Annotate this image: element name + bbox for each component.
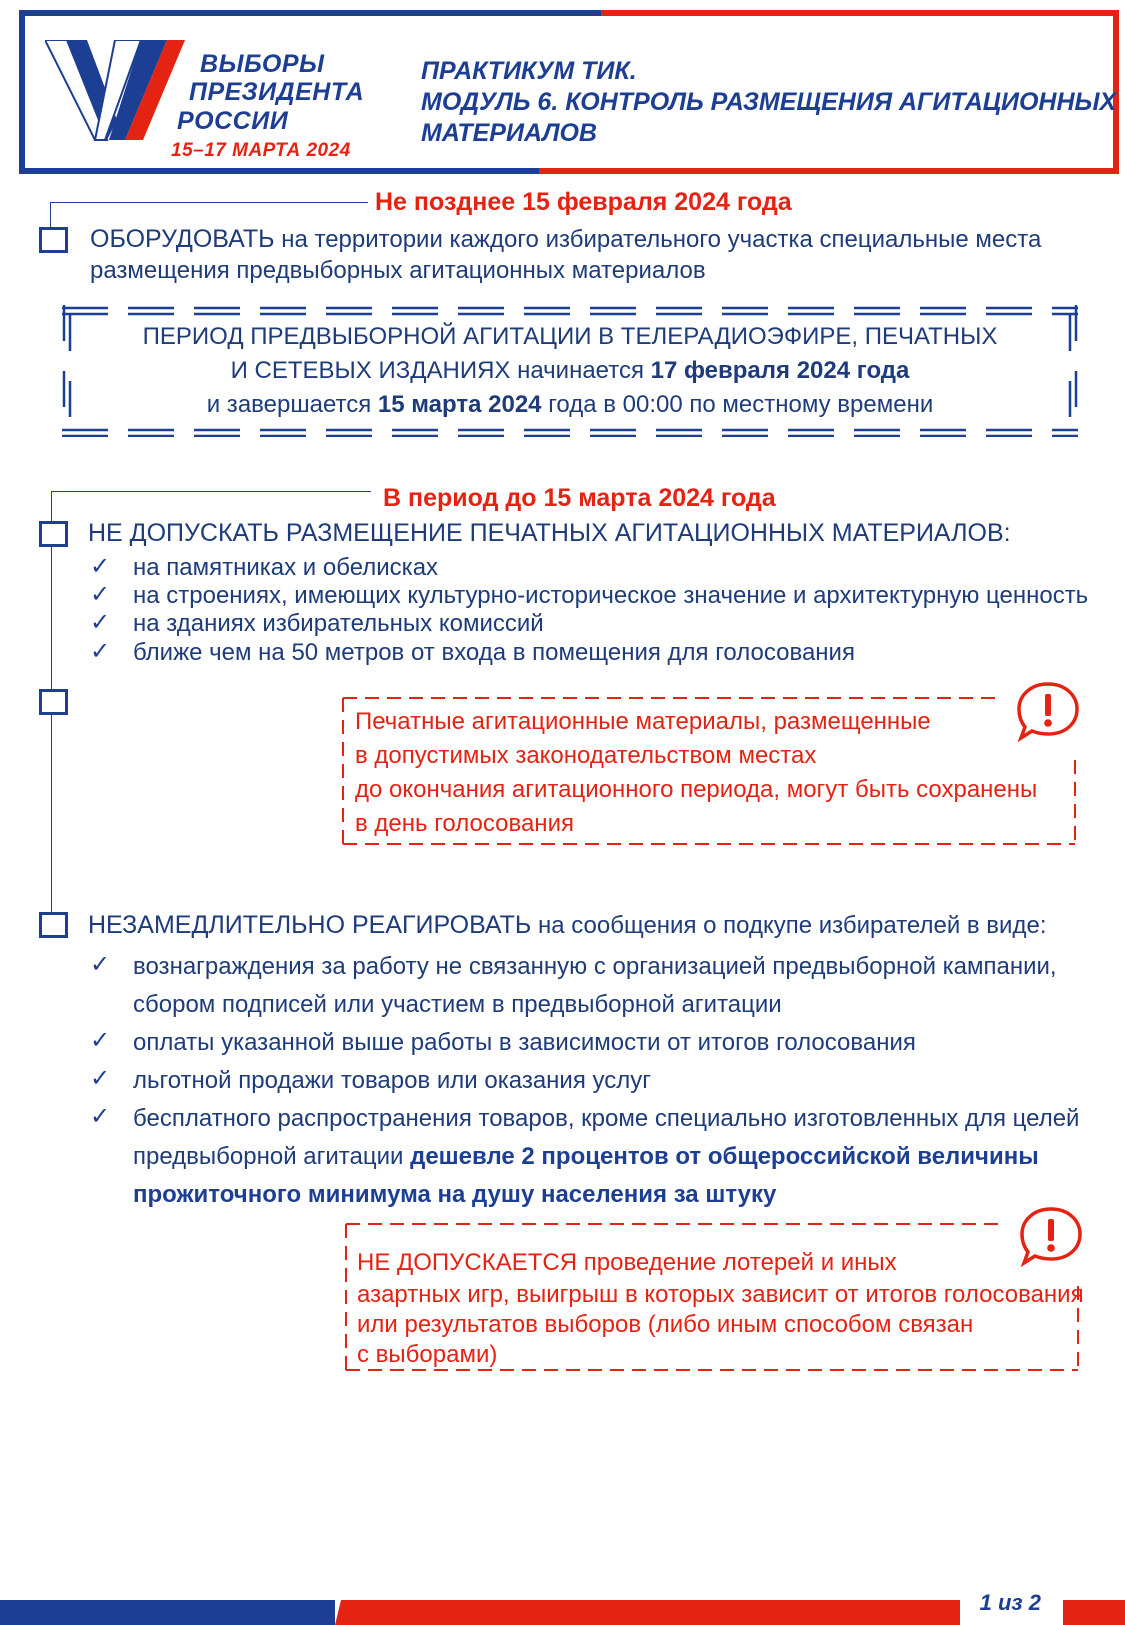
section1-item-caps: ОБОРУДОВАТЬ	[90, 225, 275, 253]
period-line3-start: и завершается	[206, 391, 378, 418]
section2-bullet-3: на зданиях избирательных комиссий	[133, 610, 544, 637]
header-title-line1: ПРАКТИКУМ ТИК.	[421, 57, 637, 85]
check-icon: ✓	[90, 1026, 111, 1054]
check-icon: ✓	[90, 1064, 111, 1092]
note2-line1-rest: проведение лотерей и иных	[577, 1249, 897, 1276]
header	[19, 10, 1119, 174]
section2-deadline: В период до 15 марта 2024 года	[383, 484, 776, 512]
footer-bar-red	[335, 1600, 960, 1625]
section2-checkbox-2[interactable]	[39, 689, 68, 715]
check-icon: ✓	[90, 552, 111, 580]
check-icon: ✓	[90, 637, 111, 665]
section2-checkbox[interactable]	[39, 521, 68, 547]
section1-deadline: Не позднее 15 февраля 2024 года	[375, 188, 792, 216]
note1-line2: в допустимых законодательством местах	[355, 742, 817, 769]
header-title-line3: МАТЕРИАЛОВ	[421, 119, 597, 147]
check-icon: ✓	[90, 1102, 111, 1130]
section2-bullet-4: ближе чем на 50 метров от входа в помещения для голосования	[133, 639, 855, 666]
note2-line3: или результатов выборов (либо иным способом связан	[357, 1311, 974, 1338]
section2-heading: НЕ ДОПУСКАТЬ РАЗМЕЩЕНИЕ ПЕЧАТНЫХ АГИТАЦИОННЫХ МАТЕРИАЛОВ:	[88, 519, 1011, 547]
check-icon: ✓	[90, 950, 111, 978]
section1-checkbox[interactable]	[39, 227, 68, 253]
section1-item-line1	[90, 224, 1041, 255]
section3-bullet-2: оплаты указанной выше работы в зависимости от итогов голосования	[133, 1029, 916, 1056]
section2-bullet-2: на строениях, имеющих культурно-историческое значение и архитектурную ценность	[133, 582, 1089, 609]
period-line3-end: года в 00:00 по местному времени	[541, 391, 934, 418]
section1-connector	[50, 202, 368, 203]
note2-caps: НЕ ДОПУСКАЕТСЯ	[357, 1249, 578, 1276]
section3-bullet-4-line3: прожиточного минимума на душу населения за штуку	[133, 1181, 777, 1208]
check-icon: ✓	[90, 580, 111, 608]
period-line2-caps: И СЕТЕВЫХ ИЗДАНИЯХ	[230, 357, 511, 384]
section3-bullet-4-line2	[133, 1143, 1039, 1171]
exclamation-bubble-icon	[1018, 1205, 1084, 1267]
elections-logo-mark	[45, 40, 185, 150]
period-line2	[62, 357, 1078, 385]
section3-heading	[88, 910, 1046, 941]
logo-text-line2: ПРЕЗИДЕНТА	[189, 78, 365, 106]
period-end-date: 15 марта 2024	[377, 391, 542, 418]
note2-line1	[357, 1248, 897, 1278]
section2-bullet-1: на памятниках и обелисках	[133, 554, 439, 581]
footer-bar-blue	[0, 1600, 335, 1625]
section3-bullet-3: льготной продажи товаров или оказания услуг	[133, 1067, 651, 1094]
note1-line1: Печатные агитационные материалы, размещенные	[355, 708, 931, 735]
logo-text-line3: РОССИИ	[177, 107, 289, 135]
header-frame-red-top	[601, 10, 1119, 16]
section3-bullet-4-line1: бесплатного распространения товаров, кроме специально изготовленных для целей	[133, 1105, 1080, 1132]
header-title-line2: МОДУЛЬ 6. КОНТРОЛЬ РАЗМЕЩЕНИЯ АГИТАЦИОННЫХ	[421, 88, 1117, 116]
period-line1: ПЕРИОД ПРЕДВЫБОРНОЙ АГИТАЦИИ В ТЕЛЕРАДИОЭФИРЕ, ПЕЧАТНЫХ	[142, 323, 998, 350]
section3-bullet-4-line2-bold: дешевле 2 процентов от общероссийской величины	[410, 1143, 1039, 1170]
header-frame-red-bottom	[539, 168, 1119, 174]
page-number: 1 из 2	[979, 1590, 1041, 1615]
section3-heading-rest: на сообщения о подкупе избирателей в виде:	[531, 912, 1047, 939]
section1-item-line2: размещения предвыборных агитационных материалов	[90, 257, 706, 284]
period-line2-mid: начинается	[510, 357, 651, 384]
section3-bullet-4-line2-start: предвыборной агитации	[133, 1143, 411, 1170]
section3-checkbox[interactable]	[39, 912, 68, 938]
footer-bar-red-end	[1063, 1600, 1125, 1625]
section3-bullet-1-line2: сбором подписей или участием в предвыборной агитации	[133, 991, 782, 1018]
note2-line2: азартных игр, выигрыш в которых зависит от итогов голосования	[357, 1281, 1084, 1308]
section3-bullet-1-line1: вознаграждения за работу не связанную с организацией предвыборной кампании,	[133, 953, 1057, 980]
section1-item-text1: на территории каждого избирательного участка специальные места	[274, 226, 1042, 253]
check-icon: ✓	[90, 608, 111, 636]
logo-text-line1: ВЫБОРЫ	[200, 50, 325, 78]
note1-line4: в день голосования	[355, 810, 574, 837]
period-start-date: 17 февраля 2024 года	[650, 357, 910, 384]
section2-connector	[51, 491, 371, 492]
period-box	[62, 305, 1078, 437]
note1-line3: до окончания агитационного периода, могут быть сохранены	[355, 776, 1038, 803]
note2-line4: с выборами)	[357, 1341, 498, 1368]
logo-dates: 15–17 МАРТА 2024	[171, 140, 351, 161]
section3-heading-caps: НЕЗАМЕДЛИТЕЛЬНО РЕАГИРОВАТЬ	[88, 911, 532, 939]
period-line3	[62, 391, 1078, 419]
exclamation-bubble-icon	[1015, 680, 1081, 742]
section1-connector-vertical	[50, 202, 51, 230]
